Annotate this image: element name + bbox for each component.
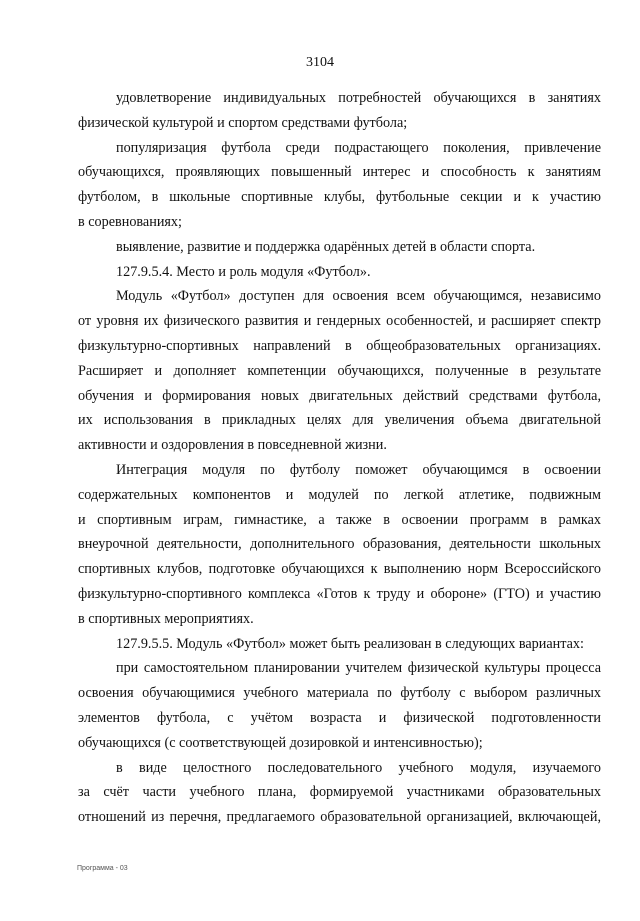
text-line: 127.9.5.4. Место и роль модуля «Футбол». xyxy=(116,263,371,280)
text-line: обучающихся, проявляющих повышенный интерес и способность к занятиям xyxy=(78,164,601,181)
text-line: Модуль «Футбол» доступен для освоения всем обучающимся, независимо xyxy=(116,288,601,305)
text-line: спортивных клубов, подготовке обучающихся к выполнению норм Всероссийского xyxy=(78,561,601,578)
page-footer: Программа - 03 xyxy=(77,865,128,872)
text-line: их использования в прикладных целях для увеличения объема двигательной xyxy=(78,412,601,429)
page-number: 3104 xyxy=(306,55,334,70)
text-line: Интеграция модуля по футболу поможет обучающимся в освоении xyxy=(116,461,601,478)
text-line: физкультурно-спортивных направлений в общеобразовательных организациях. xyxy=(78,337,601,354)
text-line: от уровня их физического развития и гендерных особенностей, и расширяет спектр xyxy=(78,313,601,330)
text-line: обучающихся (с соответствующей дозировкой и интенсивностью); xyxy=(78,734,483,751)
text-line: при самостоятельном планировании учителем физической культуры процесса xyxy=(116,660,601,677)
text-line: 127.9.5.5. Модуль «Футбол» может быть реализован в следующих вариантах: xyxy=(116,635,584,652)
text-line: удовлетворение индивидуальных потребностей обучающихся в занятиях xyxy=(116,90,601,106)
text-line: за счёт части учебного плана, формируемой участниками образовательных xyxy=(78,784,601,801)
text-line: в виде целостного последовательного учебного модуля, изучаемого xyxy=(116,759,601,776)
text-line: элементов футбола, с учётом возраста и физической подготовленности xyxy=(78,709,601,726)
text-line: выявление, развитие и поддержка одарённых детей в области спорта. xyxy=(116,238,536,255)
text-line: активности и оздоровления в повседневной жизни. xyxy=(78,437,387,454)
document-body xyxy=(78,86,601,830)
text-line: в спортивных мероприятиях. xyxy=(78,610,254,627)
text-line: и спортивным играм, гимнастике, а также в освоении программ в рамках xyxy=(78,511,601,528)
text-line: физкультурно-спортивного комплекса «Готов к труду и обороне» (ГТО) и участию xyxy=(78,585,601,602)
text-line: освоения обучающимися учебного материала по футболу с выбором различных xyxy=(78,685,601,702)
text-line: содержательных компонентов и модулей по легкой атлетике, подвижным xyxy=(78,486,601,503)
text-line: в соревнованиях; xyxy=(78,213,182,230)
text-line: обучения и формирования новых двигательных действий средствами футбола, xyxy=(78,387,601,404)
text-line: отношений из перечня, предлагаемого образовательной организацией, включающей, xyxy=(78,809,601,826)
text-line: футболом, в школьные спортивные клубы, футбольные секции и к участию xyxy=(78,189,601,206)
text-line: физической культурой и спортом средствами футбола; xyxy=(78,114,408,131)
text-line: Расширяет и дополняет компетенции обучающихся, полученные в результате xyxy=(78,362,601,379)
text-line: популяризация футбола среди подрастающего поколения, привлечение xyxy=(116,139,601,156)
text-line: внеурочной деятельности, дополнительного образования, деятельности школьных xyxy=(78,536,601,553)
